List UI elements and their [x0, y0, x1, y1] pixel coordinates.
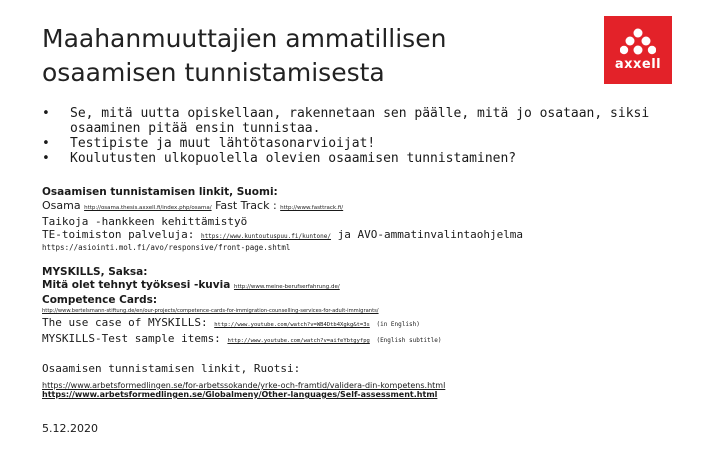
usecase-note: (in English) [376, 321, 420, 328]
usecase-link[interactable]: http://www.youtube.com/watch?v=WB4Dtb4Xgkg&t=3s [214, 322, 370, 328]
osama-label: Osama [42, 199, 81, 212]
te-label: TE-toimiston palveluja: [42, 228, 195, 241]
fasttrack-label: Fast Track : [215, 199, 277, 212]
mita-label: Mitä olet tehnyt työksesi -kuvia [42, 279, 231, 291]
taikoja-line: Taikoja -hankkeen kehittämistyö [42, 215, 248, 228]
sweden-heading: Osaamisen tunnistamisen linkit, Ruotsi: [42, 362, 301, 375]
fasttrack-link[interactable]: http://www.fasttrack.fi/ [280, 205, 344, 211]
competence-cards-label: Competence Cards: [42, 294, 158, 306]
avo-link[interactable]: https://asiointi.mol.fi/avo/responsive/front-page.shtml [42, 243, 291, 252]
links-section [42, 186, 692, 399]
mita-line [42, 279, 692, 294]
te-suffix: ja AVO-ammatinvalintaohjelma [337, 228, 524, 241]
usecase-line [42, 316, 692, 332]
germany-heading: MYSKILLS, Saksa: [42, 266, 148, 278]
test-label: MYSKILLS-Test sample items: [42, 332, 221, 345]
te-line [42, 228, 692, 243]
usecase-label: The use case of MYSKILLS: [42, 316, 208, 329]
axxell-logo-mark-icon [620, 28, 656, 56]
sweden-link-1[interactable]: https://www.arbetsformedlingen.se/for-arbetssokande/yrke-och-framtid/validera-din-kompetens.html [42, 381, 446, 390]
competence-cards-link[interactable]: http://www.bertelsmann-stiftung.de/en/our-projects/competence-cards-for-immigration-counselling-services-for-adult-immigrants/ [42, 308, 379, 314]
slide-title: Maahanmuuttajien ammatillisen osaamisen tunnistamisesta [42, 24, 447, 87]
test-note: (English subtitle) [376, 337, 442, 344]
te-link[interactable]: https://www.kuntoutuspuu.fi/kuntone/ [200, 233, 331, 240]
bullet-item: • Koulutusten ulkopuolella olevien osaamisen tunnistaminen? [42, 151, 682, 166]
axxell-logo [604, 16, 672, 84]
bullet-item: • Testipiste ja muut lähtötasonarvioijat! [42, 136, 682, 151]
logo-wordmark: axxell [614, 57, 662, 72]
test-line [42, 332, 692, 348]
finland-heading: Osaamisen tunnistamisen linkit, Suomi: [42, 186, 278, 198]
slide-date: 5.12.2020 [42, 422, 98, 435]
bullet-item: • Se, mitä uutta opiskellaan, rakennetaan sen päälle, mitä jo osataan, siksi osaaminen pitää ensin tunnistaa. [42, 106, 682, 136]
bullet-list [42, 106, 682, 166]
mita-link[interactable]: http://www.meine-berufserfahrung.de/ [233, 284, 340, 290]
test-link[interactable]: http://www.youtube.com/watch?v=aifeYbtgyfpg [227, 338, 370, 344]
osama-line [42, 199, 692, 215]
osama-link[interactable]: http://osama.thesis.axxell.fi/index.php/osama/ [84, 205, 212, 211]
sweden-link-2[interactable]: https://www.arbetsformedlingen.se/Globalmeny/Other-languages/Self-assessment.html [42, 390, 438, 399]
